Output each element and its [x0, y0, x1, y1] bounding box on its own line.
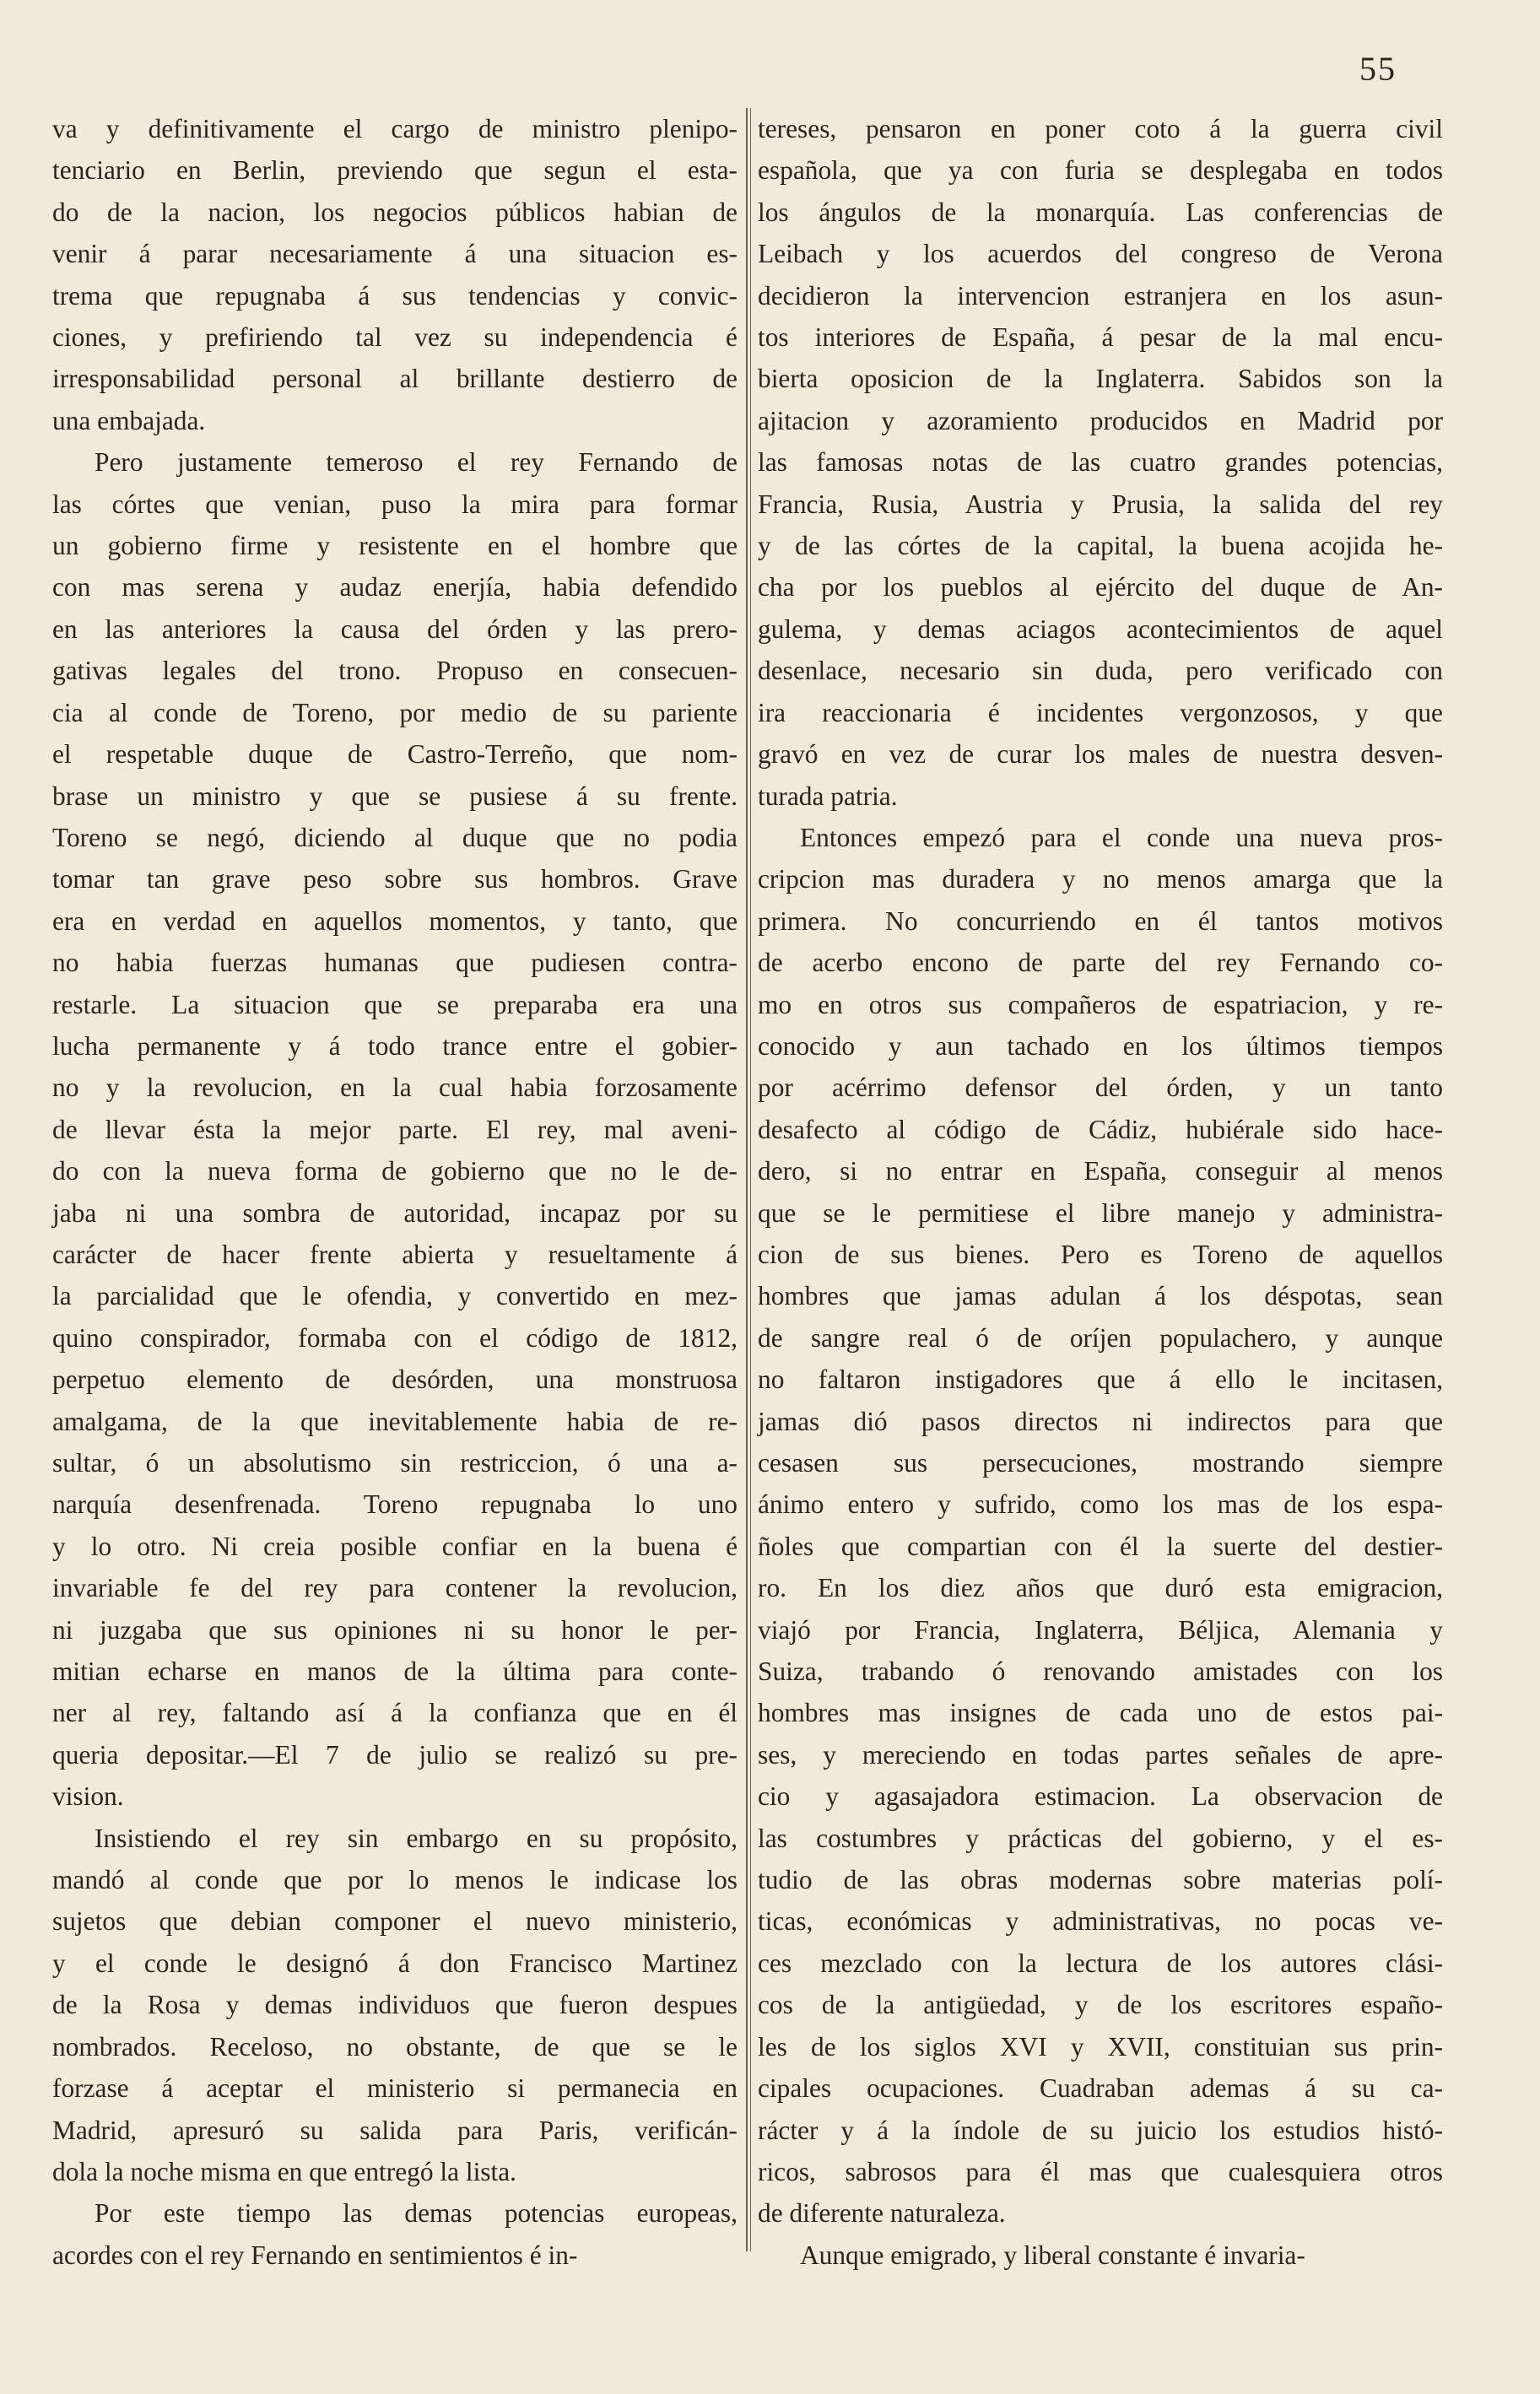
- text-line: Francia, Rusia, Austria y Prusia, la salida del rey: [758, 489, 1443, 519]
- text-line: forzase á aceptar el ministerio si permanecia en: [52, 2073, 738, 2104]
- text-line: de la Rosa y demas individuos que fueron despues: [52, 1990, 738, 2020]
- text-line: un gobierno firme y resistente en el hombre que: [52, 531, 738, 561]
- text-line: do con la nueva forma de gobierno que no le de-: [52, 1156, 738, 1186]
- text-line: venir á parar necesariamente á una situacion es-: [52, 239, 738, 269]
- text-line: hombres mas insignes de cada uno de estos pai-: [758, 1698, 1443, 1728]
- text-line: jamas dió pasos directos ni indirectos para que: [758, 1406, 1443, 1436]
- text-line: gravó en vez de curar los males de nuestra desven-: [758, 739, 1443, 770]
- text-line: no faltaron instigadores que á ello le incitasen,: [758, 1365, 1443, 1395]
- text-line: tos interiores de España, á pesar de la mal encu-: [758, 322, 1443, 353]
- text-line: Suiza, trabando ó renovando amistades con los: [758, 1656, 1443, 1687]
- text-line: ner al rey, faltando así á la confianza que en él: [52, 1698, 738, 1728]
- text-line: cion de sus bienes. Pero es Toreno de aquellos: [758, 1239, 1443, 1269]
- text-line: dola la noche misma en que entregó la lista.: [52, 2156, 517, 2186]
- text-line: sultar, ó un absolutismo sin restriccion, ó una a-: [52, 1448, 738, 1478]
- column-rule-inner: [750, 108, 751, 2251]
- text-line: Entonces empezó para el conde una nueva pros-: [800, 822, 1443, 852]
- text-line: ciones, y prefiriendo tal vez su independencia é: [52, 322, 738, 353]
- text-line: nombrados. Receloso, no obstante, de que se le: [52, 2031, 738, 2062]
- text-line: Pero justamente temeroso el rey Fernando de: [95, 447, 738, 478]
- text-line: cesasen sus persecuciones, mostrando siempre: [758, 1448, 1443, 1478]
- text-line: Toreno se negó, diciendo al duque que no podia: [52, 822, 738, 852]
- text-line: ira reaccionaria é incidentes vergonzosos, y que: [758, 697, 1443, 727]
- text-line: con mas serena y audaz enerjía, habia defendido: [52, 572, 738, 603]
- text-line: mitian echarse en manos de la última para conte-: [52, 1656, 738, 1687]
- text-line: tereses, pensaron en poner coto á la guerra civil: [758, 114, 1443, 143]
- text-line: de acerbo encono de parte del rey Fernando co-: [758, 948, 1443, 978]
- text-line: lucha permanente y á todo trance entre el gobier-: [52, 1030, 738, 1061]
- text-line: que se le permitiese el libre manejo y administra-: [758, 1197, 1443, 1228]
- text-line: cripcion mas duradera y no menos amarga que la: [758, 864, 1443, 894]
- text-line: decidieron la intervencion estranjera en los asun-: [758, 280, 1443, 311]
- text-line: bierta oposicion de la Inglaterra. Sabidos son la: [758, 364, 1443, 394]
- text-line: hombres que jamas adulan á los déspotas, sean: [758, 1281, 1443, 1311]
- text-line: ni juzgaba que sus opiniones ni su honor le per-: [52, 1614, 738, 1645]
- text-line: invariable fe del rey para contener la revolucion,: [52, 1573, 738, 1603]
- text-line: Madrid, apresuró su salida para Paris, verificán-: [52, 2115, 738, 2145]
- text-line: el respetable duque de Castro-Terreño, que nom-: [52, 739, 738, 770]
- text-line: cha por los pueblos al ejército del duque de An-: [758, 572, 1443, 603]
- text-line: viajó por Francia, Inglaterra, Béljica, Alemania y: [758, 1614, 1443, 1645]
- text-line: cia al conde de Toreno, por medio de su pariente: [52, 697, 738, 727]
- text-line: ñoles que compartian con él la suerte del destier-: [758, 1531, 1443, 1561]
- text-line: ricos, sabrosos para él mas que cualesquiera otros: [758, 2156, 1443, 2186]
- text-line: do de la nacion, los negocios públicos habian de: [52, 197, 738, 227]
- text-line: turada patria.: [758, 781, 898, 811]
- left-column: [52, 108, 738, 2276]
- text-line: no habia fuerzas humanas que pudiesen contra-: [52, 948, 738, 978]
- text-line: irresponsabilidad personal al brillante destierro de: [52, 364, 738, 394]
- text-line: mandó al conde que por lo menos le indicase los: [52, 1865, 738, 1895]
- text-line: de diferente naturaleza.: [758, 2198, 1006, 2229]
- text-line: desafecto al código de Cádiz, hubiérale sido hace-: [758, 1114, 1443, 1144]
- text-line: dero, si no entrar en España, conseguir al menos: [758, 1156, 1443, 1186]
- text-line: queria depositar.—El 7 de julio se realizó su pre-: [52, 1739, 738, 1770]
- right-column: [758, 108, 1443, 2276]
- text-line: ánimo entero y sufrido, como los mas de los espa-: [758, 1489, 1443, 1520]
- text-line: sujetos que debian componer el nuevo ministerio,: [52, 1906, 738, 1937]
- column-rule: [746, 108, 748, 2251]
- text-line: las córtes que venian, puso la mira para formar: [52, 489, 738, 519]
- text-line: acordes con el rey Fernando en sentimientos é in-: [52, 2240, 578, 2270]
- text-line: carácter de hacer frente abierta y resueltamente á: [52, 1239, 738, 1269]
- text-line: Aunque emigrado, y liberal constante é invaria-: [800, 2240, 1305, 2270]
- text-line: española, que ya con furia se desplegaba en todos: [758, 155, 1443, 186]
- text-line: de llevar ésta la mejor parte. El rey, mal aveni-: [52, 1114, 738, 1144]
- text-line: y lo otro. Ni creia posible confiar en la buena é: [52, 1531, 738, 1561]
- text-line: en las anteriores la causa del órden y las prero-: [52, 613, 738, 644]
- text-line: rácter y á la índole de su juicio los estudios histó-: [758, 2115, 1443, 2145]
- text-line: primera. No concurriendo en él tantos motivos: [758, 905, 1443, 936]
- text-line: Insistiendo el rey sin embargo en su propósito,: [95, 1823, 738, 1853]
- text-line: tenciario en Berlin, previendo que segun el esta-: [52, 155, 738, 186]
- text-line: perpetuo elemento de desórden, una monstruosa: [52, 1365, 738, 1395]
- text-line: va y definitivamente el cargo de ministro plenipo-: [52, 114, 738, 143]
- text-line: cio y agasajadora estimacion. La observacion de: [758, 1781, 1443, 1812]
- text-line: cipales ocupaciones. Cuadraban ademas á su ca-: [758, 2073, 1443, 2104]
- text-line: ces mezclado con la lectura de los autores clási-: [758, 1948, 1443, 1978]
- text-line: no y la revolucion, en la cual habia forzosamente: [52, 1073, 738, 1103]
- text-line: de sangre real ó de oríjen populachero, y aunque: [758, 1322, 1443, 1353]
- text-line: tomar tan grave peso sobre sus hombros. Grave: [52, 864, 738, 894]
- text-line: y el conde le designó á don Francisco Martinez: [52, 1948, 738, 1978]
- text-line: Leibach y los acuerdos del congreso de Verona: [758, 239, 1443, 269]
- text-line: trema que repugnaba á sus tendencias y convic-: [52, 280, 738, 311]
- text-line: gulema, y demas aciagos acontecimientos de aquel: [758, 613, 1443, 644]
- text-line: amalgama, de la que inevitablemente habia de re-: [52, 1406, 738, 1436]
- text-line: una embajada.: [52, 405, 206, 435]
- text-line: jaba ni una sombra de autoridad, incapaz por su: [52, 1197, 738, 1228]
- text-line: ses, y mereciendo en todas partes señales de apre-: [758, 1739, 1443, 1770]
- text-line: vision.: [52, 1781, 124, 1812]
- text-line: los ángulos de la monarquía. Las conferencias de: [758, 197, 1443, 227]
- page-number: 55: [1359, 50, 1397, 88]
- text-line: y de las córtes de la capital, la buena acojida he-: [758, 531, 1443, 561]
- text-line: brase un ministro y que se pusiese á su frente.: [52, 781, 738, 811]
- text-line: quino conspirador, formaba con el código de 1812,: [52, 1322, 738, 1353]
- text-line: restarle. La situacion que se preparaba era una: [52, 989, 738, 1019]
- text-line: les de los siglos XVI y XVII, constituian sus prin-: [758, 2031, 1443, 2062]
- text-line: la parcialidad que le ofendia, y convertido en mez-: [52, 1281, 738, 1311]
- text-line: gativas legales del trono. Propuso en consecuen-: [52, 656, 738, 686]
- text-line: ajitacion y azoramiento producidos en Madrid por: [758, 405, 1443, 435]
- text-line: mo en otros sus compañeros de espatriacion, y re-: [758, 989, 1443, 1019]
- text-line: por acérrimo defensor del órden, y un tanto: [758, 1073, 1443, 1103]
- text-line: tudio de las obras modernas sobre materias polí-: [758, 1865, 1443, 1895]
- text-line: era en verdad en aquellos momentos, y tanto, que: [52, 905, 738, 936]
- text-line: las famosas notas de las cuatro grandes potencias,: [758, 447, 1443, 478]
- text-line: conocido y aun tachado en los últimos tiempos: [758, 1030, 1443, 1061]
- text-line: Por este tiempo las demas potencias europeas,: [95, 2198, 738, 2229]
- text-line: desenlace, necesario sin duda, pero verificado con: [758, 656, 1443, 686]
- text-line: ro. En los diez años que duró esta emigracion,: [758, 1573, 1443, 1603]
- text-line: narquía desenfrenada. Toreno repugnaba lo uno: [52, 1489, 738, 1520]
- text-line: cos de la antigüedad, y de los escritores españo-: [758, 1990, 1443, 2020]
- text-line: las costumbres y prácticas del gobierno, y el es-: [758, 1823, 1443, 1853]
- text-line: ticas, económicas y administrativas, no pocas ve-: [758, 1906, 1443, 1937]
